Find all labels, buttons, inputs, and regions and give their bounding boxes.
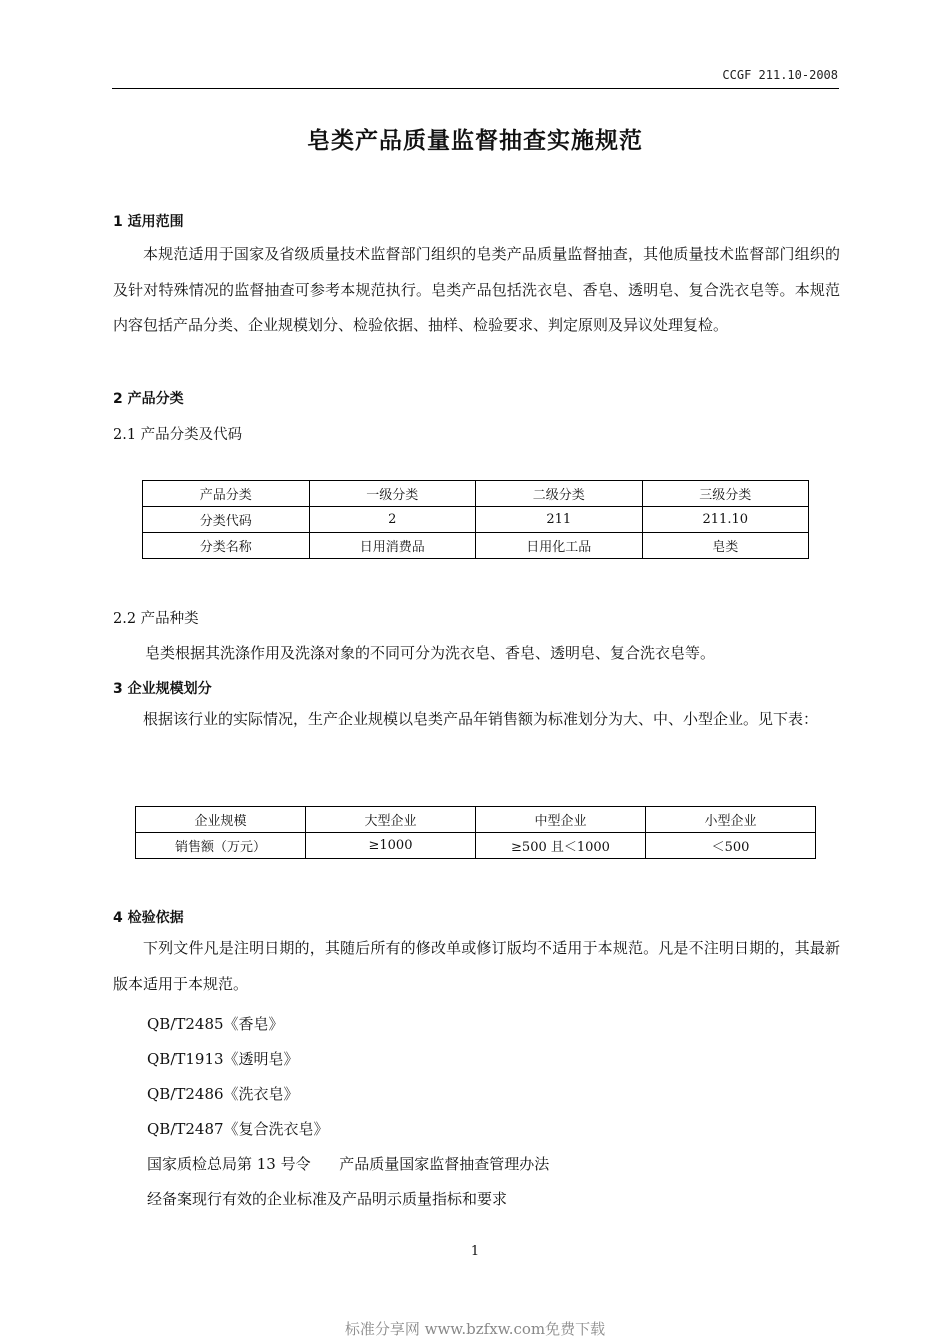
table-cell: 二级分类 xyxy=(476,481,643,507)
table-cell: 中型企业 xyxy=(476,807,646,833)
reference-item: QB/T2487《复合洗衣皂》 xyxy=(147,1120,329,1138)
table-cell: ≥1000 xyxy=(306,833,476,859)
table-row xyxy=(136,807,816,833)
footer-watermark: 标准分享网 www.bzfxw.com免费下载 xyxy=(344,1320,606,1338)
reference-item: QB/T2485《香皂》 xyxy=(147,1015,284,1033)
reference-item: QB/T2486《洗衣皂》 xyxy=(147,1085,299,1103)
table-cell: 产品分类 xyxy=(143,481,310,507)
section-3-heading: 3 企业规模划分 xyxy=(113,681,212,697)
header-divider xyxy=(112,88,839,89)
table-cell: ＜500 xyxy=(646,833,816,859)
table-cell: 销售额（万元） xyxy=(136,833,306,859)
table-cell: 一级分类 xyxy=(309,481,476,507)
section-2-heading: 2 产品分类 xyxy=(113,391,184,407)
table-cell: 皂类 xyxy=(642,533,809,559)
table-cell: 211.10 xyxy=(642,507,809,533)
table-cell: 2 xyxy=(309,507,476,533)
table-cell: 大型企业 xyxy=(306,807,476,833)
section-4-body: 下列文件凡是注明日期的，其随后所有的修改单或修订版均不适用于本规范。凡是不注明日期的，其最新版本适用于本规范。 xyxy=(113,939,840,993)
table-cell: ≥500 且＜1000 xyxy=(476,833,646,859)
section-2-1-heading: 2.1 产品分类及代码 xyxy=(113,427,243,443)
section-3-body: 根据该行业的实际情况，生产企业规模以皂类产品年销售额为标准划分为大、中、小型企业。见下表： xyxy=(143,710,819,728)
document-title: 皂类产品质量监督抽查实施规范 xyxy=(307,128,643,154)
table-row xyxy=(143,481,809,507)
table-cell: 211 xyxy=(476,507,643,533)
enterprise-scale-table xyxy=(135,806,816,859)
document-code: CCGF 211.10-2008 xyxy=(722,68,838,82)
section-4-heading: 4 检验依据 xyxy=(113,910,184,926)
table-cell: 分类名称 xyxy=(143,533,310,559)
table-cell: 分类代码 xyxy=(143,507,310,533)
table-row xyxy=(143,533,809,559)
table-cell: 小型企业 xyxy=(646,807,816,833)
reference-item: QB/T1913《透明皂》 xyxy=(147,1050,299,1068)
table-row xyxy=(143,507,809,533)
classification-table xyxy=(142,480,809,559)
table-cell: 企业规模 xyxy=(136,807,306,833)
reference-item: 经备案现行有效的企业标准及产品明示质量指标和要求 xyxy=(147,1190,508,1208)
page-number: 1 xyxy=(470,1244,480,1259)
table-cell: 日用化工品 xyxy=(476,533,643,559)
section-1-body: 本规范适用于国家及省级质量技术监督部门组织的皂类产品质量监督抽查，其他质量技术监督部门组织的及针对特殊情况的监督抽查可参考本规范执行。皂类产品包括洗衣皂、香皂、透明皂、复合洗衣皂等。本规范内容包括产品分类、企业规模划分、检验依据、抽样、检验要求、判定原则及异议处理复检。 xyxy=(113,245,840,334)
section-1-heading: 1 适用范围 xyxy=(113,214,184,230)
table-cell: 日用消费品 xyxy=(309,533,476,559)
reference-item: 国家质检总局第 13 号令 产品质量国家监督抽查管理办法 xyxy=(147,1155,550,1173)
table-row xyxy=(136,833,816,859)
section-2-2-heading: 2.2 产品种类 xyxy=(113,611,199,627)
table-cell: 三级分类 xyxy=(642,481,809,507)
section-2-2-body: 皂类根据其洗涤作用及洗涤对象的不同可分为洗衣皂、香皂、透明皂、复合洗衣皂等。 xyxy=(145,644,716,662)
